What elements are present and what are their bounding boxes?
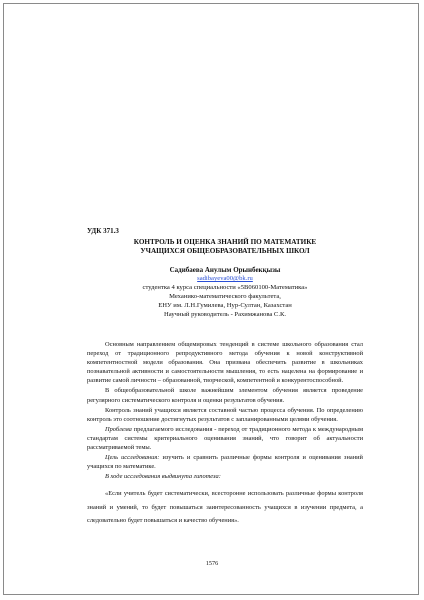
article-body — [87, 340, 363, 528]
supervisor: Научный руководитель - Рахимжанова С.К. — [163, 311, 287, 318]
author-affiliation-2: Механико-математического факультета, — [169, 293, 281, 301]
title-line-2: УЧАЩИХСЯ ОБЩЕОБРАЗОВАТЕЛЬНЫХ ШКОЛ — [140, 247, 310, 255]
author-affiliation-3: ЕНУ им. Л.Н.Гумилева, Нур-Султан, Казахстан — [158, 302, 292, 310]
hypothesis-label: В ходе исследования выдвинута гипотеза: — [105, 473, 221, 481]
paragraph-3: Контроль знаний учащихся является составной частью процесса обучения. По определению контроль это соотношение достигнутых результатов с запланированными целями обучения. — [87, 406, 363, 423]
hypothesis-quote: «Если учитель будет систематически, всесторонне использовать различные формы контроля знаний и умений, то будет повышаться заинтересованность учащихся в изучении предмета, а следовательно будет повышаться и качество обучения». — [87, 490, 363, 524]
goal-label: Цель исследования: — [105, 454, 160, 462]
author-block — [87, 266, 363, 320]
paragraph-2: В общеобразовательной школе важнейшим элементом обучения является проведение регулярного систематического контроля и оценки результатов обучения. — [87, 387, 363, 404]
goal-text: изучить и сравнить различные формы контроля и оценивания знаний учащихся по математике. — [87, 454, 363, 471]
paragraph-4 — [87, 425, 363, 452]
problem-text: предлагаемого исследования - переход от традиционного метода к международным стандартам системы критериального оценивания знаний, что говорит об актуальности рассматриваемой темы. — [87, 425, 363, 452]
udc-code: УДК 371.3 — [87, 227, 119, 235]
article-title — [87, 238, 363, 256]
paragraph-6 — [87, 472, 363, 481]
page-number: 1576 — [205, 560, 219, 567]
author-email-link[interactable]: sadibayeva00@bk.ru — [197, 275, 253, 283]
author-name: Садибаева Анулым Орынбекқызы — [169, 266, 281, 274]
problem-label: Проблема — [105, 425, 132, 433]
paragraph-1: Основным направлением общемировых тенденций в системе школьного образования стал переход от традиционного репродуктивного метода обучения к новой конструктивной компетентностной модели образования. Она призвана обеспечить развитие в школьниках познавательной активности и самостоятельности мышления, то есть нацелена на формирование и развитие самой личности – образованной, творческой, компетентной и конкурентоспособной. — [87, 341, 363, 385]
author-affiliation-1: студентка 4 курса специальности «5В060100-Математика» — [142, 284, 308, 292]
paragraph-5 — [87, 453, 363, 471]
title-line-1: КОНТРОЛЬ И ОЦЕНКА ЗНАНИЙ ПО МАТЕМАТИКЕ — [133, 238, 317, 246]
